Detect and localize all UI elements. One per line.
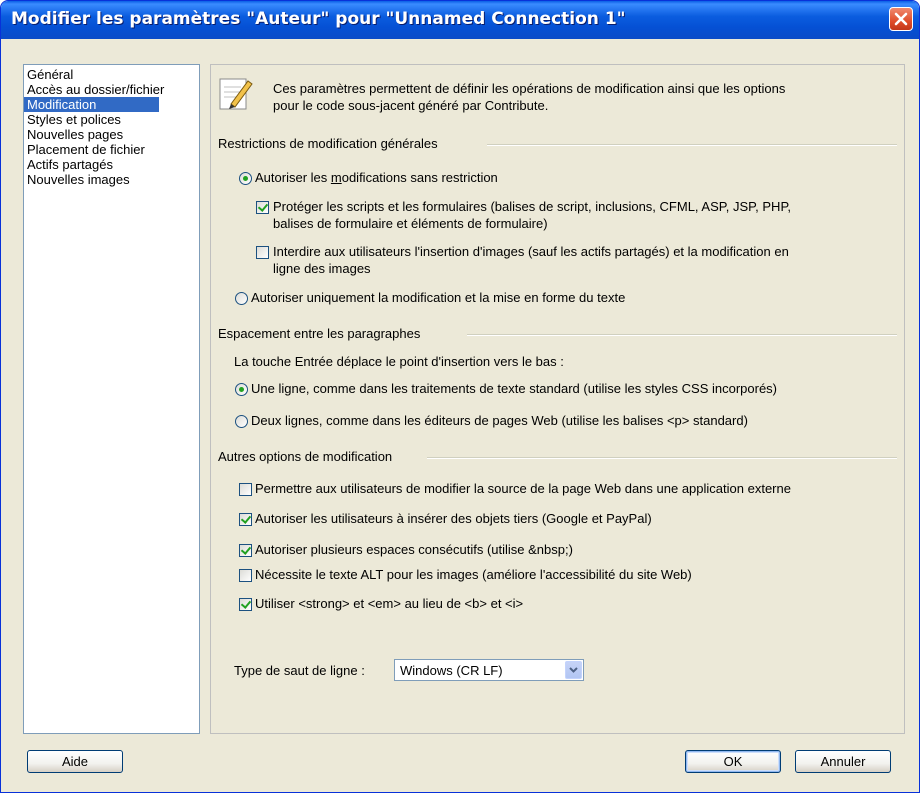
cancel-button[interactable]: Annuler: [795, 750, 891, 773]
forbid-images-label-line2[interactable]: ligne des images: [273, 261, 371, 276]
category-item-new-pages[interactable]: Nouvelles pages: [27, 127, 124, 142]
alt-text-label[interactable]: Nécessite le texte ALT pour les images (améliore l'accessibilité du site Web): [255, 567, 692, 582]
category-list[interactable]: [23, 64, 200, 734]
category-item-general[interactable]: Général: [27, 67, 74, 82]
category-item-file-placement[interactable]: Placement de fichier: [27, 142, 145, 157]
section-divider: [427, 457, 897, 459]
close-icon: [894, 12, 908, 26]
ok-button[interactable]: OK: [685, 750, 781, 773]
category-item-modification[interactable]: Modification: [24, 97, 159, 112]
third-party-label[interactable]: Autoriser les utilisateurs à insérer des objets tiers (Google et PayPal): [255, 511, 652, 526]
category-item-styles-fonts[interactable]: Styles et polices: [27, 112, 121, 127]
category-item-new-images[interactable]: Nouvelles images: [27, 172, 130, 187]
dropdown-button[interactable]: [565, 661, 582, 679]
other-options-heading: Autres options de modification: [218, 449, 393, 464]
radio-two-lines[interactable]: [235, 415, 248, 428]
checkbox-third-party[interactable]: [239, 513, 252, 526]
forbid-images-label-line1[interactable]: Interdire aux utilisateurs l'insertion d'images (sauf les actifs partagés) et la modification en: [273, 244, 789, 259]
title-bar[interactable]: [1, 1, 919, 39]
intro-text-line2: pour le code sous-jacent généré par Contribute.: [273, 98, 549, 113]
radio-text-only[interactable]: [235, 292, 248, 305]
checkbox-edit-source[interactable]: [239, 483, 252, 496]
checkbox-forbid-images[interactable]: [256, 246, 269, 259]
line-break-label: Type de saut de ligne :: [234, 663, 365, 678]
radio-unrestricted[interactable]: [239, 172, 252, 185]
spacing-heading: Espacement entre les paragraphes: [218, 326, 421, 341]
edit-page-icon: [217, 75, 255, 113]
dialog-body: [5, 39, 915, 788]
settings-panel: [210, 64, 905, 734]
section-divider: [467, 334, 897, 336]
intro-text-line1: Ces paramètres permettent de définir les opérations de modification ainsi que les options: [273, 81, 786, 96]
section-divider: [487, 144, 897, 146]
close-button[interactable]: [889, 7, 913, 31]
multi-spaces-label[interactable]: Autoriser plusieurs espaces consécutifs (utilise &nbsp;): [255, 542, 573, 557]
radio-text-only-label[interactable]: Autoriser uniquement la modification et la mise en forme du texte: [251, 290, 626, 305]
checkbox-multi-spaces[interactable]: [239, 544, 252, 557]
window-title: Modifier les paramètres "Auteur" pour "Unnamed Connection 1": [11, 9, 626, 29]
checkbox-alt-text[interactable]: [239, 569, 252, 582]
chevron-down-icon: [566, 662, 581, 678]
category-item-shared-assets[interactable]: Actifs partagés: [27, 157, 113, 172]
radio-two-lines-label[interactable]: Deux lignes, comme dans les éditeurs de pages Web (utilise les balises <p> standard): [251, 413, 748, 428]
line-break-select[interactable]: [394, 659, 584, 681]
edit-source-label[interactable]: Permettre aux utilisateurs de modifier la source de la page Web dans une application externe: [255, 481, 791, 496]
protect-scripts-label-line1[interactable]: Protéger les scripts et les formulaires (balises de script, inclusions, CFML, ASP, JSP, PHP,: [273, 199, 792, 214]
restrictions-heading: Restrictions de modification générales: [218, 136, 438, 151]
enter-key-description: La touche Entrée déplace le point d'insertion vers le bas :: [234, 354, 564, 369]
protect-scripts-label-line2[interactable]: balises de formulaire et éléments de formulaire): [273, 216, 548, 231]
radio-unrestricted-label[interactable]: Autoriser les modifications sans restriction: [255, 170, 498, 185]
radio-one-line[interactable]: [235, 383, 248, 396]
help-button[interactable]: Aide: [27, 750, 123, 773]
strong-em-label[interactable]: Utiliser <strong> et <em> au lieu de <b> et <i>: [255, 596, 524, 611]
checkbox-protect-scripts[interactable]: [256, 201, 269, 214]
checkbox-strong-em[interactable]: [239, 598, 252, 611]
category-item-folder-access[interactable]: Accès au dossier/fichier: [27, 82, 165, 97]
line-break-value: Windows (CR LF): [400, 663, 503, 678]
radio-one-line-label[interactable]: Une ligne, comme dans les traitements de texte standard (utilise les styles CSS incorporés): [251, 381, 778, 396]
